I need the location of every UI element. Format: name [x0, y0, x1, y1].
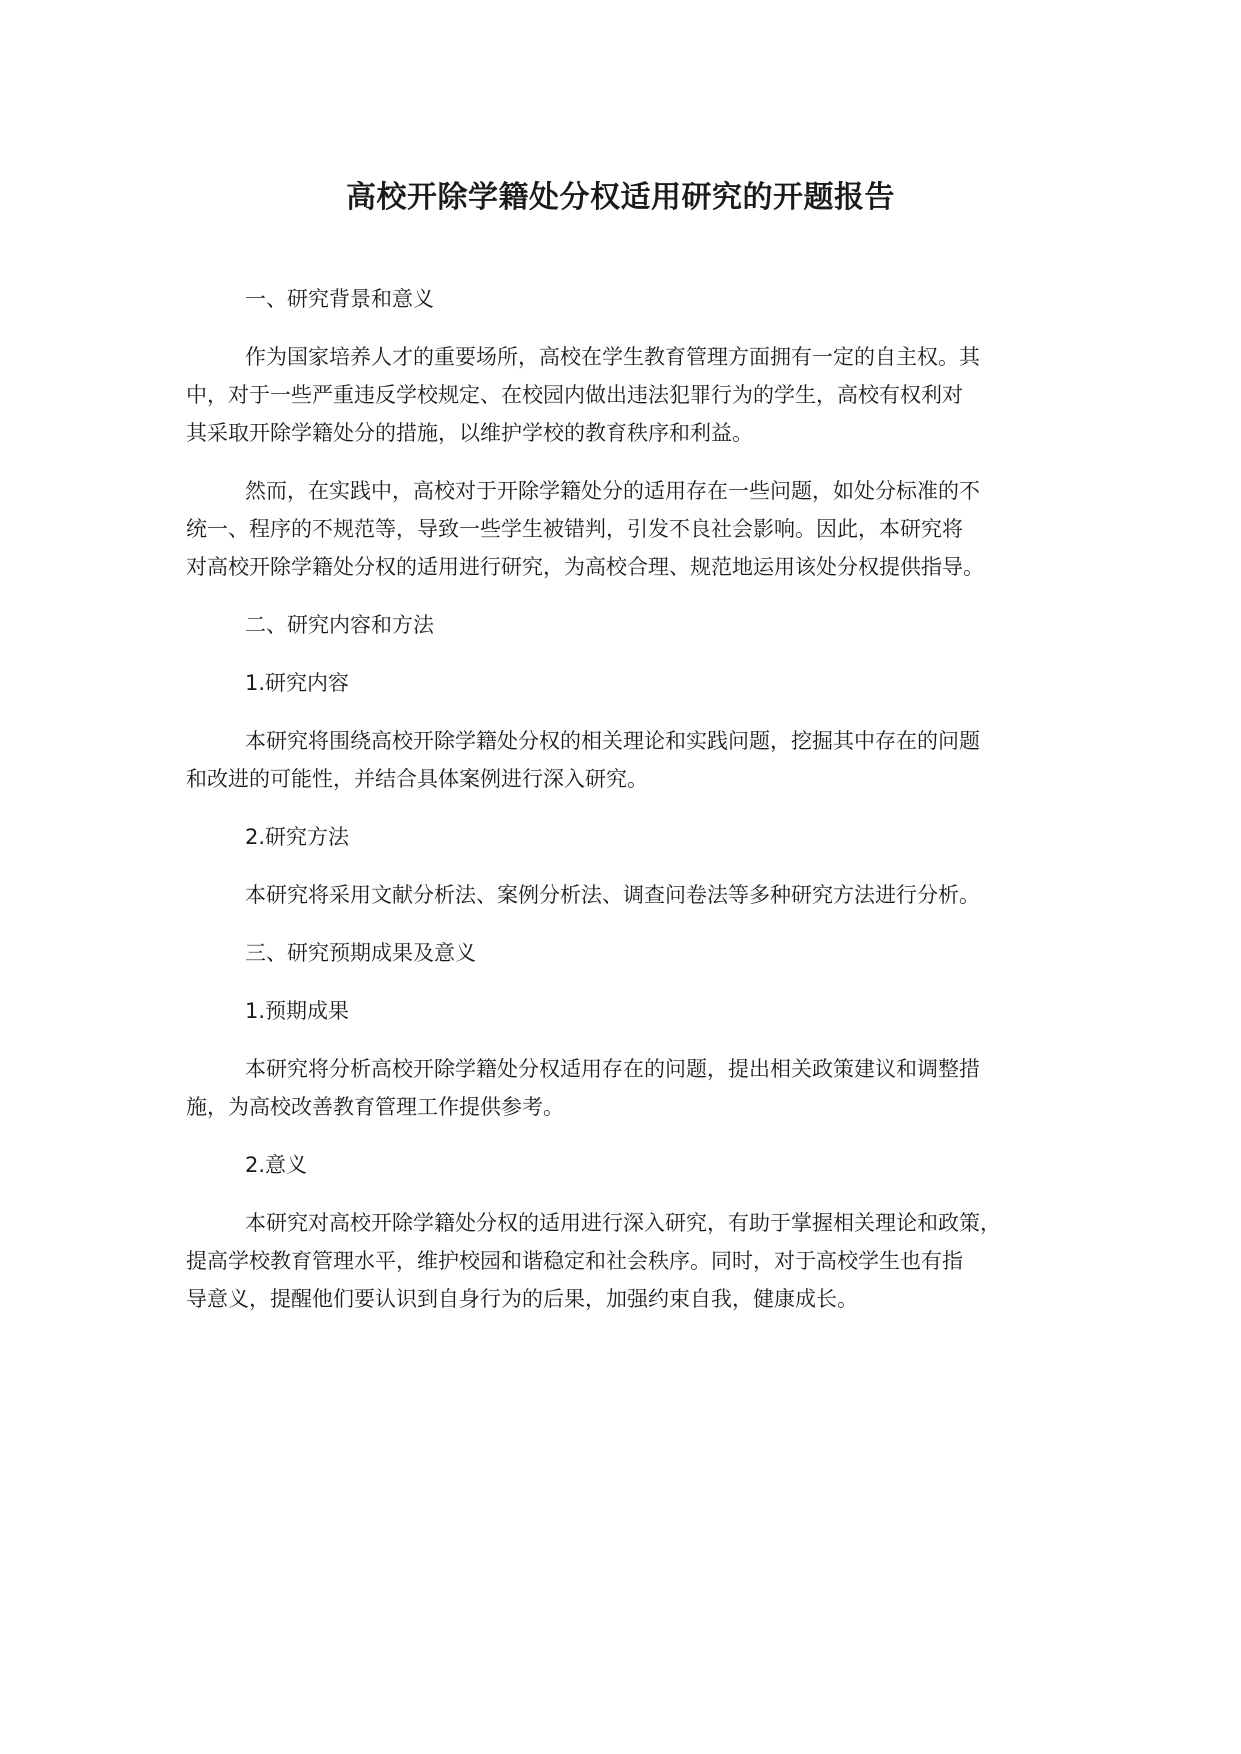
- paragraph-line: 提高学校教育管理水平，维护校园和谐稳定和社会秩序。同时，对于高校学生也有指: [186, 1249, 963, 1273]
- subsection-heading-expected-results: 1.预期成果: [245, 999, 350, 1023]
- paragraph-line: 本研究将分析高校开除学籍处分权适用存在的问题，提出相关政策建议和调整措: [245, 1057, 980, 1081]
- paragraph-line: 其采取开除学籍处分的措施，以维护学校的教育秩序和利益。: [186, 421, 753, 445]
- document-title: 高校开除学籍处分权适用研究的开题报告: [346, 180, 895, 215]
- paragraph-line: 统一、程序的不规范等，导致一些学生被错判，引发不良社会影响。因此，本研究将: [186, 517, 963, 541]
- paragraph-line: 导意义，提醒他们要认识到自身行为的后果，加强约束自我，健康成长。: [186, 1287, 858, 1311]
- paragraph-line: 然而，在实践中，高校对于开除学籍处分的适用存在一些问题，如处分标准的不: [245, 479, 980, 503]
- paragraph-line: 对高校开除学籍处分权的适用进行研究，为高校合理、规范地运用该处分权提供指导。: [186, 555, 984, 579]
- subsection-heading-method: 2.研究方法: [245, 825, 350, 849]
- subsection-heading-significance: 2.意义: [245, 1153, 308, 1177]
- section-heading-background: 一、研究背景和意义: [245, 287, 434, 311]
- paragraph-line: 施，为高校改善教育管理工作提供参考。: [186, 1095, 564, 1119]
- section-heading-content-method: 二、研究内容和方法: [245, 613, 434, 637]
- paragraph-line: 和改进的可能性，并结合具体案例进行深入研究。: [186, 767, 648, 791]
- paragraph-line: 作为国家培养人才的重要场所，高校在学生教育管理方面拥有一定的自主权。其: [245, 345, 980, 369]
- paragraph-line: 中，对于一些严重违反学校规定、在校园内做出违法犯罪行为的学生，高校有权利对: [186, 383, 963, 407]
- paragraph-line: 本研究将围绕高校开除学籍处分权的相关理论和实践问题，挖掘其中存在的问题: [245, 729, 980, 753]
- paragraph-line: 本研究对高校开除学籍处分权的适用进行深入研究，有助于掌握相关理论和政策，: [245, 1211, 1001, 1235]
- section-heading-outcomes: 三、研究预期成果及意义: [245, 941, 476, 965]
- paragraph-line: 本研究将采用文献分析法、案例分析法、调查问卷法等多种研究方法进行分析。: [245, 883, 980, 907]
- subsection-heading-content: 1.研究内容: [245, 671, 350, 695]
